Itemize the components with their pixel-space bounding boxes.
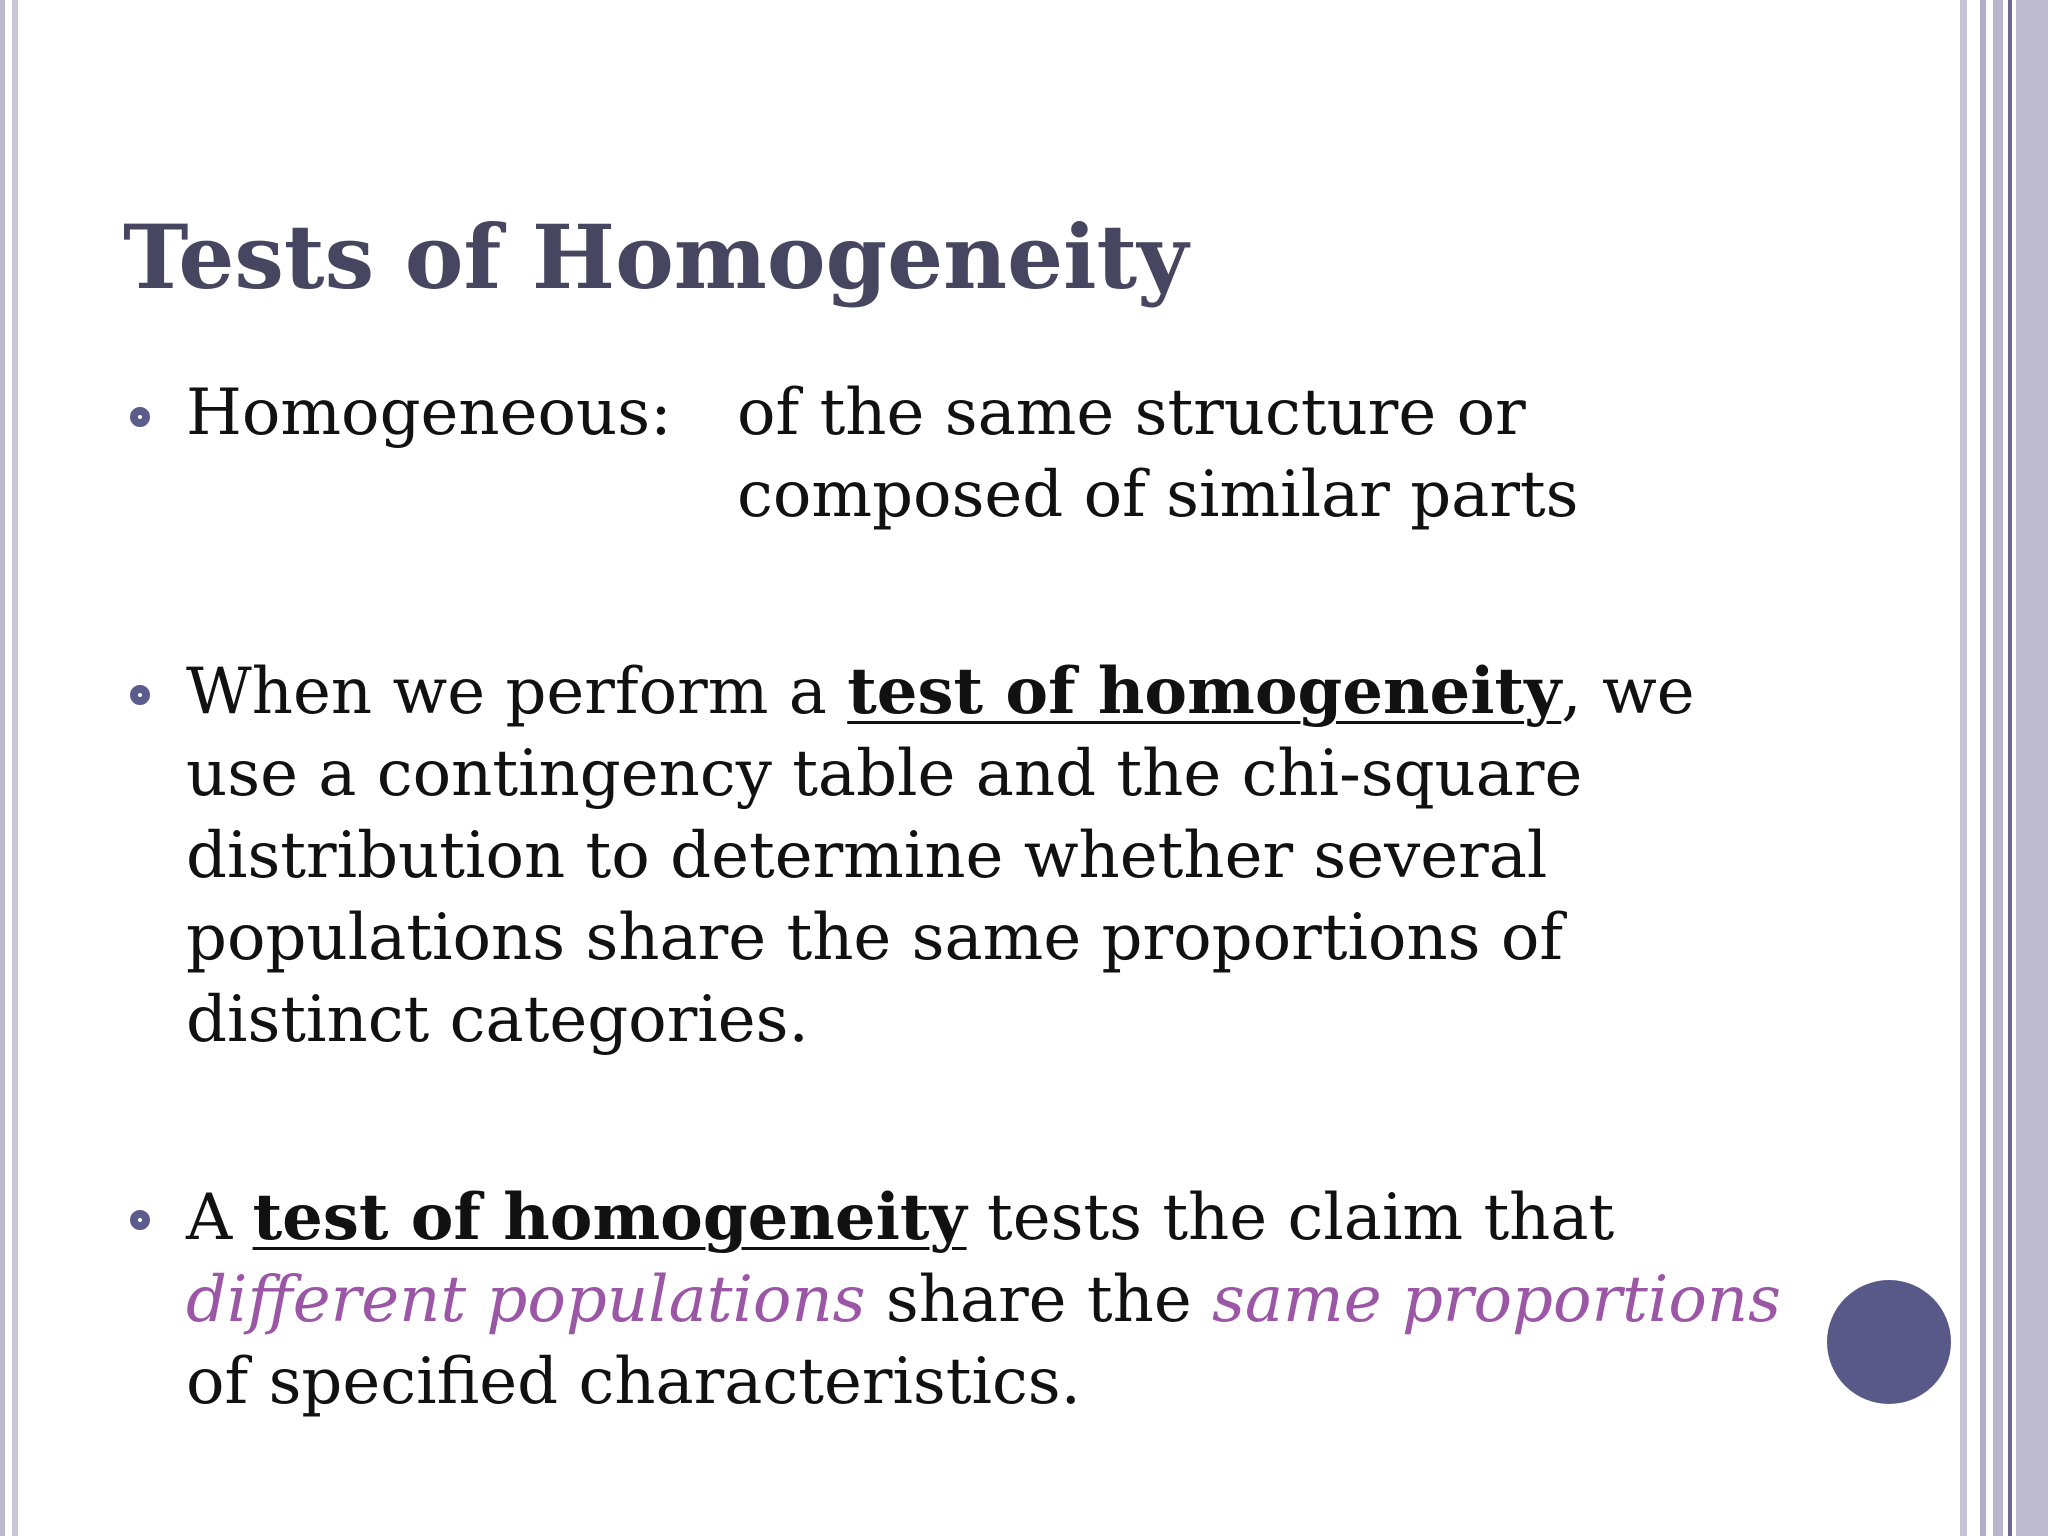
right-border-stripe-5 <box>2016 0 2048 1536</box>
slide-title: Tests of Homogeneity <box>123 205 1189 309</box>
left-border-stripe <box>0 0 5 1536</box>
bullet3-key-term: test of homogeneity <box>252 1180 967 1255</box>
bullet3-line <box>186 1177 1781 1259</box>
bullet3-line <box>186 1259 1781 1341</box>
italic-same-proportions: same proportions <box>1212 1263 1781 1337</box>
right-border-stripe-2 <box>1980 0 1986 1536</box>
right-border-stripe-1 <box>1960 0 1967 1536</box>
bullet3-text-pre: A <box>186 1181 253 1255</box>
bullet3-text-post: tests the claim that <box>966 1181 1615 1255</box>
bullet3-paragraph <box>186 1177 1781 1423</box>
bullet2-paragraph <box>186 651 1695 1061</box>
right-border-stripe-4 <box>2008 0 2012 1536</box>
bullet-circle-icon <box>130 407 150 427</box>
bullet3-line: of specified characteristics. <box>186 1345 1081 1419</box>
decorative-circle <box>1827 1280 1951 1404</box>
bullet-circle-icon <box>130 685 150 705</box>
right-border-stripe-3 <box>1993 0 2003 1536</box>
bullet2-text-post: , we <box>1561 655 1695 729</box>
bullet2-line: distribution to determine whether several <box>186 819 1548 893</box>
definition-line: of the same structure or <box>737 376 1526 450</box>
bullet2-line: distinct categories. <box>186 983 809 1057</box>
bullet2-line: populations share the same proportions of <box>186 901 1564 975</box>
italic-different-populations: different populations <box>186 1263 866 1337</box>
bullet2-key-term: test of homogeneity <box>847 654 1562 729</box>
bullet1-term: Homogeneous: <box>186 376 672 450</box>
definition-line: composed of similar parts <box>737 458 1579 532</box>
bullet2-line: use a contingency table and the chi-square <box>186 737 1583 811</box>
bullet2-text-pre: When we perform a <box>186 655 848 729</box>
bullet3-text-mid: share the <box>865 1263 1213 1337</box>
bullet1-definition <box>737 372 1578 536</box>
left-border-stripe-inner <box>12 0 18 1536</box>
bullet-circle-icon <box>130 1210 150 1230</box>
bullet2-line <box>186 651 1695 733</box>
